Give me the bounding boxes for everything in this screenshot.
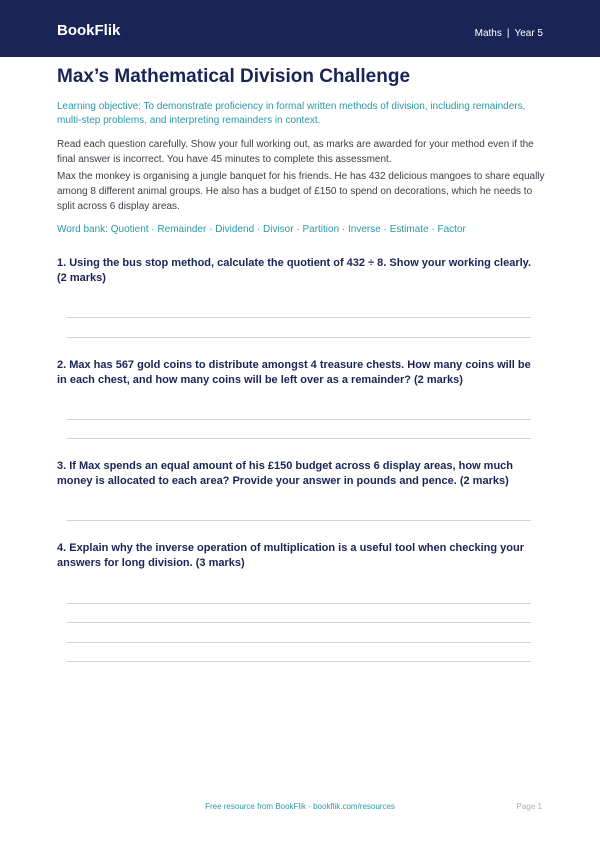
answer-line[interactable] [67,337,531,338]
scenario-text: Max the monkey is organising a jungle banquet for his friends. He has 432 delicious mangoes to share equally among 8 different animal groups. He also has a budget of £150 to spend on decorations, which he needs to split across 6 display areas. [57,171,545,212]
footer-credit[interactable]: Free resource from BookFlik · bookflik.com/resources [205,802,395,811]
answer-line[interactable] [67,622,531,623]
learning-objective: Learning objective: To demonstrate proficiency in formal written methods of division, including remainders, multi-step problems, and interpreting remainders in context. [57,101,526,126]
question-2: 2. Max has 567 gold coins to distribute amongst 4 treasure chests. How many coins will be in each chest, and how many coins will be left over as a remainder? (2 marks) [57,359,531,386]
word-bank: Word bank: Quotient · Remainder · Dividend · Divisor · Partition · Inverse · Estimate · Factor [57,224,466,235]
subject-label: Maths [474,28,502,39]
answer-line[interactable] [67,317,531,318]
separator: | [506,28,510,39]
page-header [0,0,600,57]
instructions-text: Read each question carefully. Show your full working out, as marks are awarded for your method even if the final answer is incorrect. You have 45 minutes to complete this assessment. [57,139,534,165]
answer-line[interactable] [67,520,531,521]
answer-line[interactable] [67,661,531,662]
question-4: 4. Explain why the inverse operation of multiplication is a useful tool when checking your answers for long division. (3 marks) [57,542,524,569]
page-number: Page 1 [516,802,542,811]
answer-line[interactable] [67,642,531,643]
subject-year-label [475,28,543,39]
answer-line[interactable] [67,603,531,604]
answer-line[interactable] [67,438,531,439]
question-1: 1. Using the bus stop method, calculate the quotient of 432 ÷ 8. Show your working clearly. (2 marks) [57,257,532,284]
question-3: 3. If Max spends an equal amount of his £150 budget across 6 display areas, how much money is allocated to each area? Provide your answer in pounds and pence. (2 marks) [57,460,514,487]
brand-logo[interactable]: BookFlik [57,22,121,39]
answer-line[interactable] [67,419,531,420]
page-title: Max’s Mathematical Division Challenge [57,66,411,87]
year-label: Year 5 [514,28,543,39]
